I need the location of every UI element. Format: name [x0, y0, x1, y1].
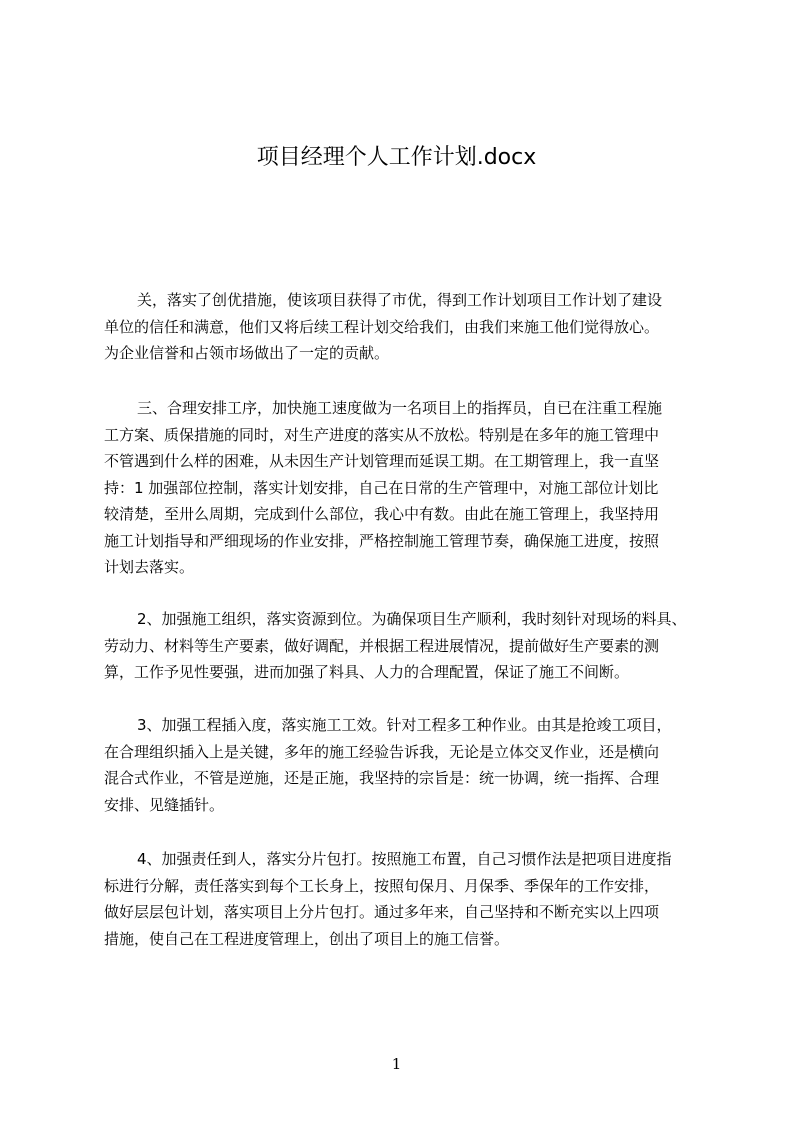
paragraph	[104, 606, 704, 686]
paragraph	[104, 712, 704, 818]
paragraph-line: 三、合理安排工序，加快施工速度做为一名项目上的指挥员，自已在注重工程施	[137, 399, 663, 417]
paragraph-line: 劳动力、材料等生产要素，做好调配，并根据工程进展情况，提前做好生产要素的测	[104, 636, 660, 655]
paragraph-line: 持：1 加强部位控制，落实计划安排，自己在日常的生产管理中，对施工部位计划比	[104, 478, 659, 497]
paragraph-line: 不管遇到什么样的困难，从未因生产计划管理而延误工期。在工期管理上，我一直坚	[104, 452, 660, 470]
paragraph-line: 施工计划指导和严细现场的作业安排，严格控制施工管理节奏，确保施工进度，按照	[104, 531, 660, 550]
paragraph-line: 4、加强责任到人，落实分片包打。按照施工布置，自己习惯作法是把项目进度指	[137, 850, 672, 868]
paragraph-line: 混合式作业，不管是逆施，还是正施，我坚持的宗旨是：统一协调，统一指挥、合理	[104, 769, 660, 787]
paragraph-line: 单位的信任和满意，他们又将后续工程计划交给我们，由我们来施工他们觉得放心。	[104, 317, 660, 336]
paragraph	[104, 846, 704, 952]
page-number: 1	[391, 1055, 402, 1073]
paragraph	[104, 395, 704, 581]
paragraph-line: 关，落实了创优措施，使该项目获得了市优，得到工作计划项目工作计划了建设	[137, 291, 663, 309]
paragraph-line: 2、加强施工组织，落实资源到位。为确保项目生产顺利，我时刻针对现场的料具、	[137, 610, 687, 628]
paragraph-line: 为企业信誉和占领市场做出了一定的贡献。	[104, 344, 390, 362]
document-title: 项目经理个人工作计划.docx	[256, 145, 537, 170]
paragraph-line: 计划去落实。	[104, 558, 195, 576]
paragraph	[104, 287, 704, 367]
paragraph-line: 较清楚，至卅么周期，完成到什么部位，我心中有数。由此在施工管理上，我坚持用	[104, 505, 660, 523]
paragraph-line: 安排、见缝插针。	[104, 795, 225, 814]
paragraph-line: 做好层层包计划，落实项目上分片包打。通过多年来，自己坚持和不断充实以上四项	[104, 903, 660, 921]
paragraph-line: 标进行分解，责任落实到每个工长身上，按照旬保月、月保季、季保年的工作安排，	[104, 876, 660, 895]
paragraph-line: 在合理组织插入上是关键，多年的施工经验告诉我，无论是立体交叉作业，还是横向	[104, 742, 660, 761]
paragraph-line: 算，工作予见性要强，进而加强了料具、人力的合理配置，保证了施工不间断。	[104, 663, 630, 681]
paragraph-line: 措施，使自己在工程进度管理上，创出了项目上的施工信誉。	[104, 929, 510, 948]
paragraph-line: 工方案、质保措施的同时，对生产进度的落实从不放松。特别是在多年的施工管理中	[104, 425, 660, 444]
paragraph-line: 3、加强工程插入度，落实施工工效。针对工程多工种作业。由其是抢竣工项目，	[137, 716, 672, 734]
